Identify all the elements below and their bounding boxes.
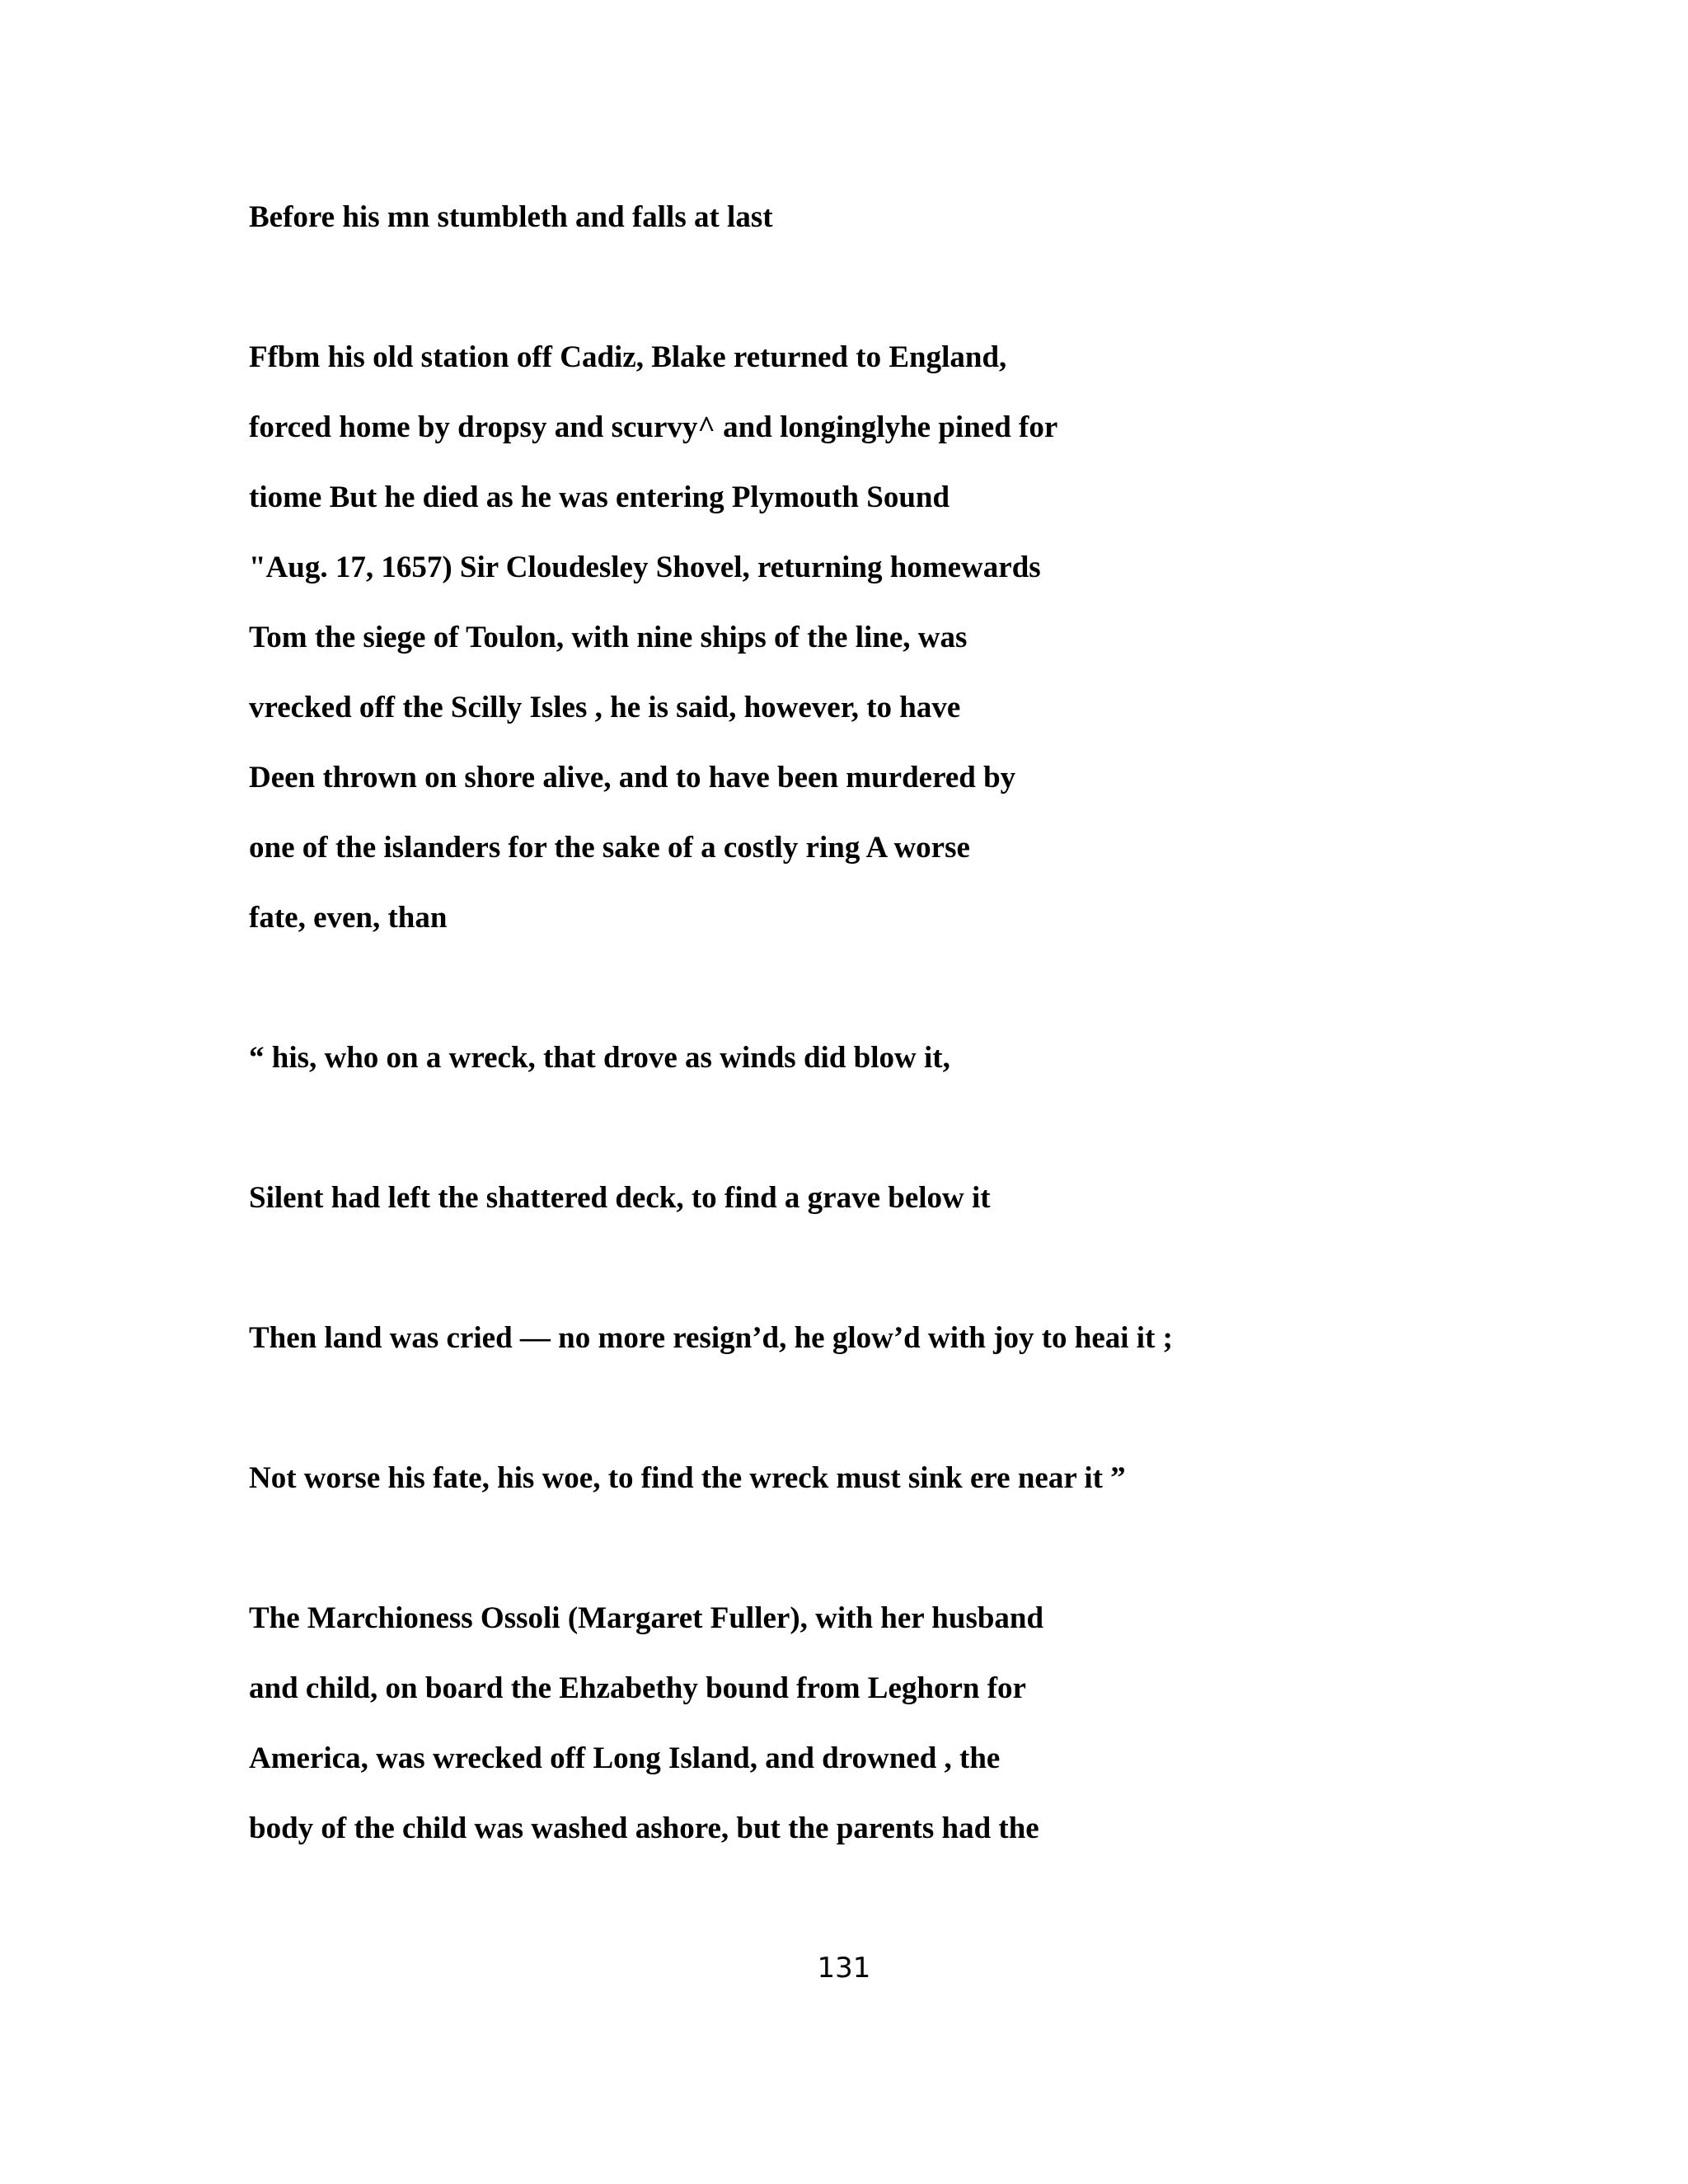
text-line: Ffbm his old station off Cadiz, Blake returned to England, xyxy=(249,340,1007,374)
text-line: The Marchioness Ossoli (Margaret Fuller), with her husband xyxy=(249,1601,1044,1635)
text-line: forced home by dropsy and scurvy^ and longinglyhe pined for xyxy=(249,410,1058,444)
verse-line: “ his, who on a wreck, that drove as winds did blow it, xyxy=(249,1041,950,1075)
text-line: tiome But he died as he was entering Plymouth Sound xyxy=(249,480,950,514)
text-line: Before his mn stumbleth and falls at last xyxy=(249,200,773,234)
text-line: Deen thrown on shore alive, and to have been murdered by xyxy=(249,761,1016,794)
text-line: one of the islanders for the sake of a costly ring A worse xyxy=(249,831,970,865)
verse-line: Then land was cried — no more resign’d, he glow’d with joy to heai it ; xyxy=(249,1321,1173,1355)
text-line: "Aug. 17, 1657) Sir Cloudesley Shovel, returning homewards xyxy=(249,551,1041,584)
text-line: Tom the siege of Toulon, with nine ships of the line, was xyxy=(249,621,968,654)
text-line: and child, on board the Ehzabethy bound from Leghorn for xyxy=(249,1671,1026,1705)
text-line: America, was wrecked off Long Island, and drowned , the xyxy=(249,1741,1001,1775)
text-line: vrecked off the Scilly Isles , he is said, however, to have xyxy=(249,691,961,724)
verse-line: Not worse his fate, his woe, to find the wreck must sink ere near it ” xyxy=(249,1461,1126,1495)
verse-line: Silent had left the shattered deck, to find a grave below it xyxy=(249,1181,991,1215)
text-line: fate, even, than xyxy=(249,901,448,935)
text-line: body of the child was washed ashore, but the parents had the xyxy=(249,1811,1039,1845)
page-number: 131 xyxy=(817,1952,871,1985)
